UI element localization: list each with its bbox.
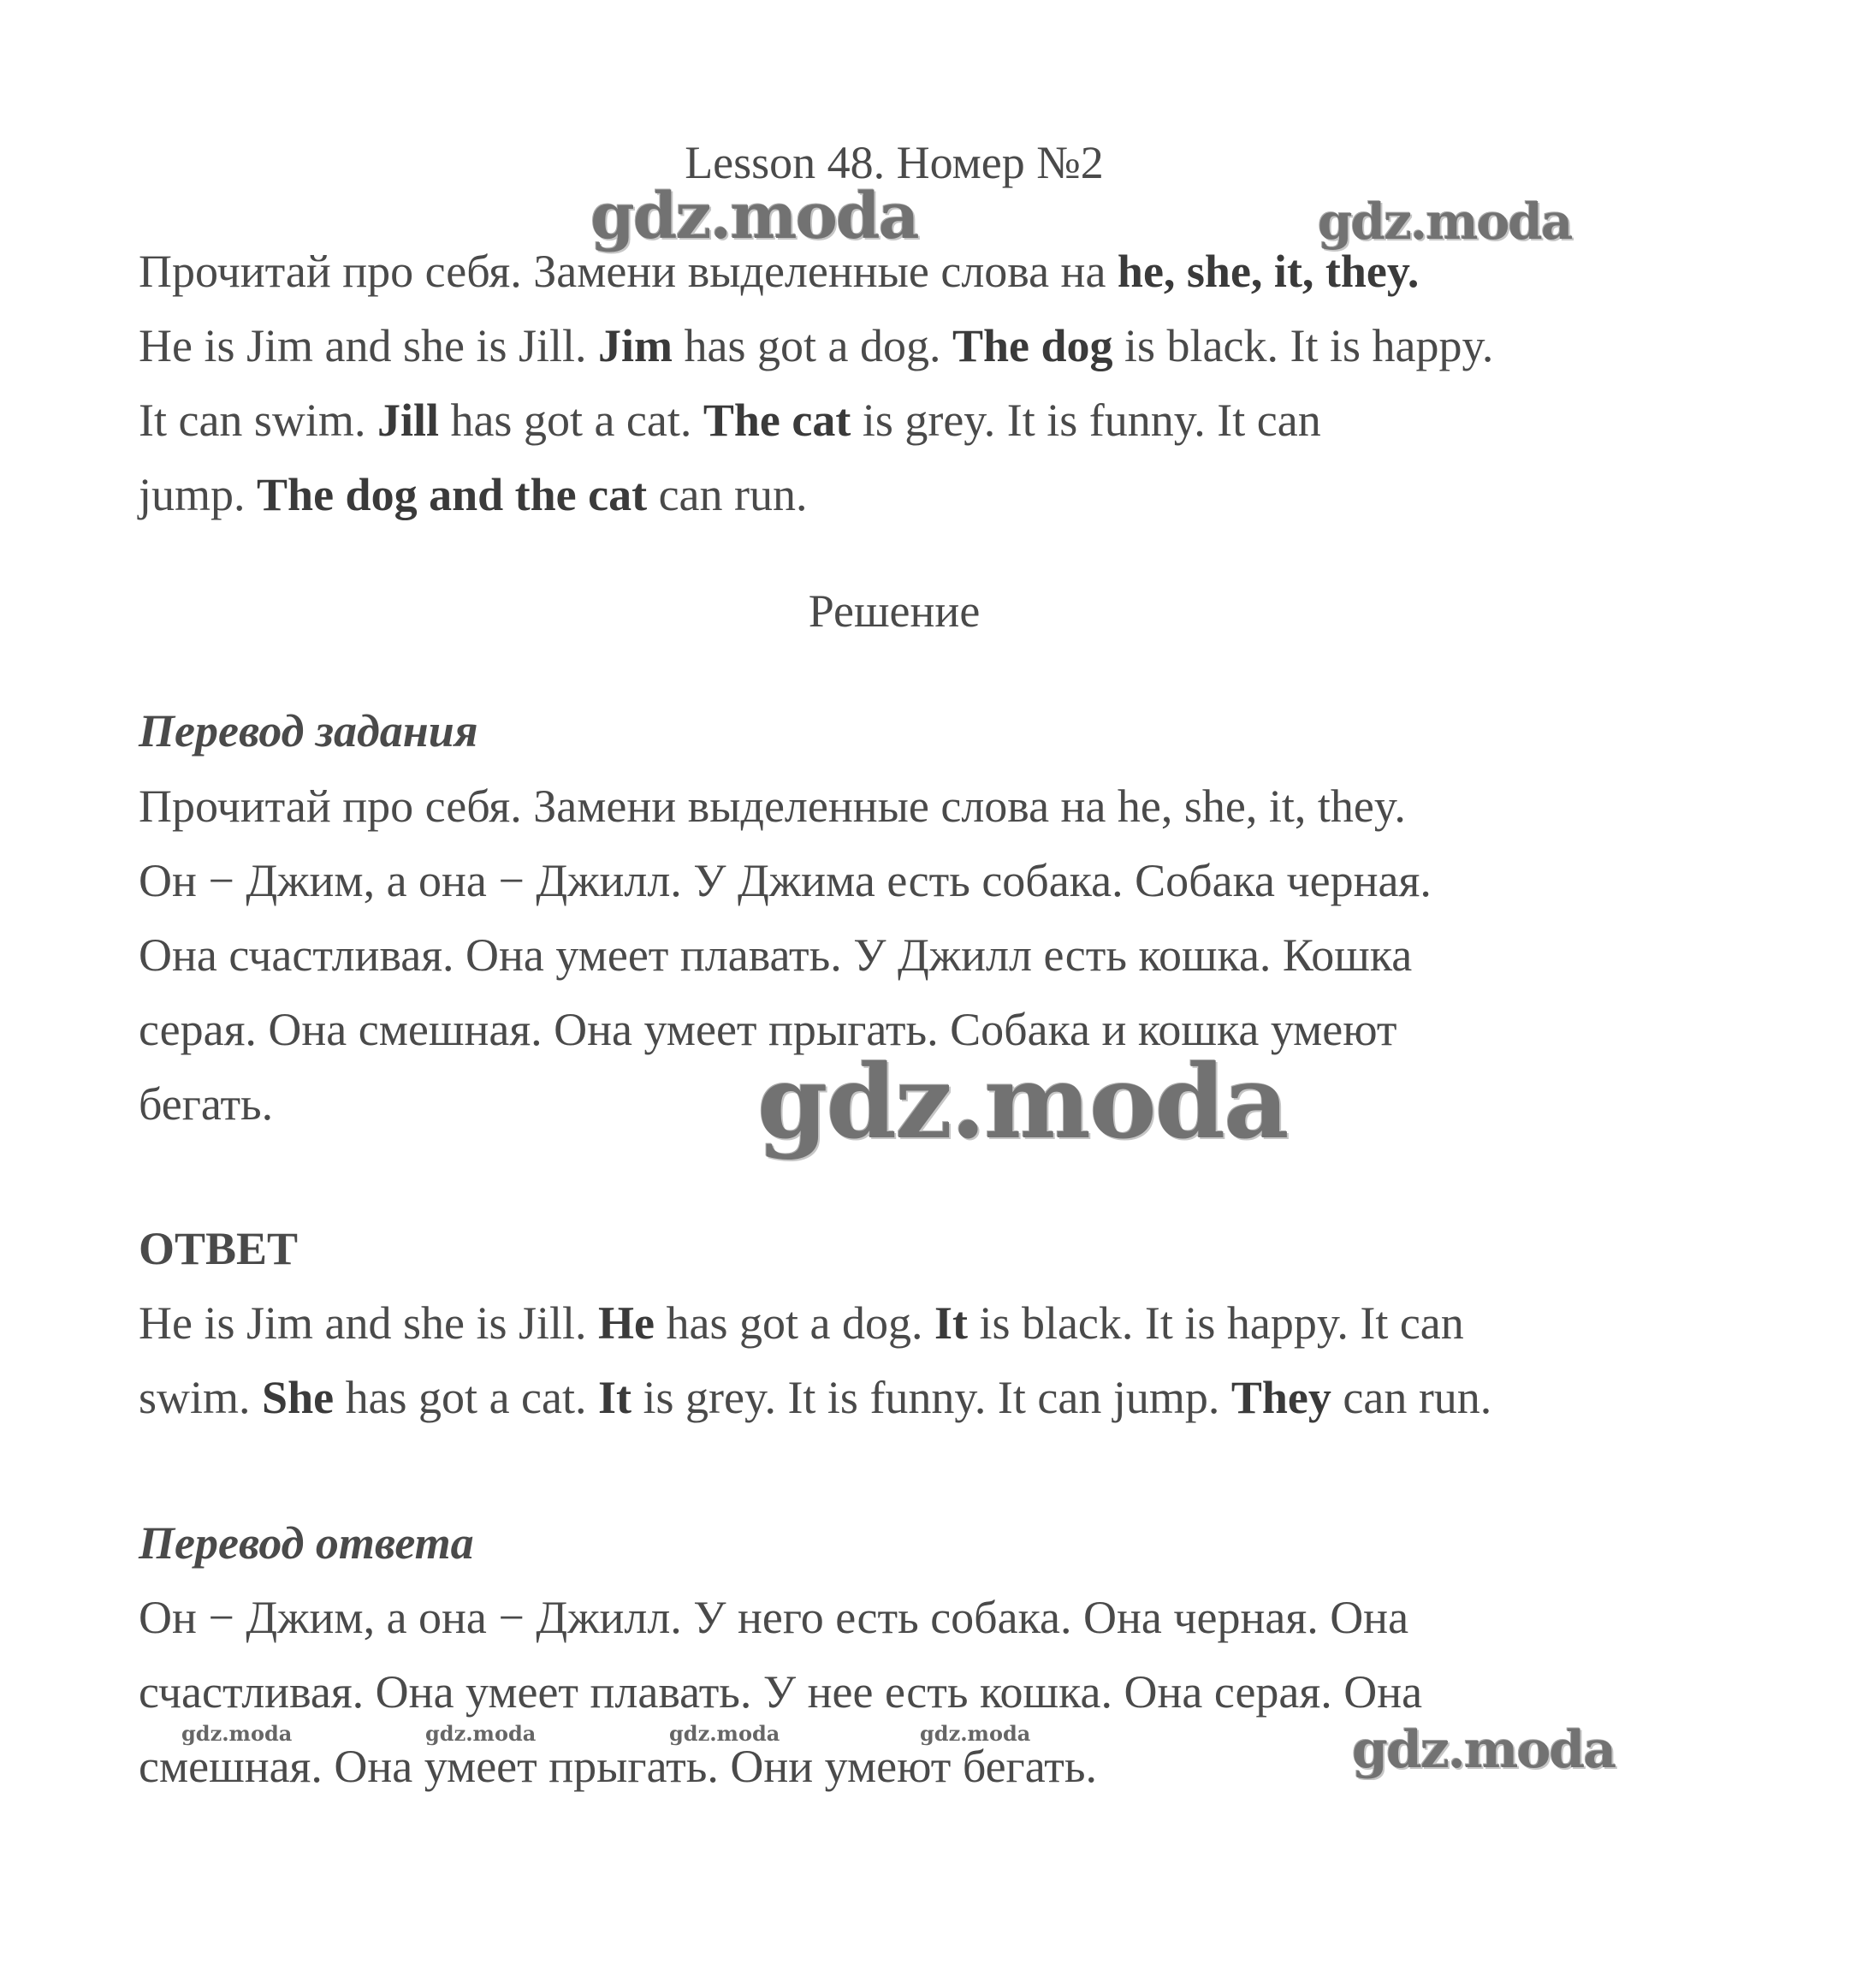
highlighted-word: Jim xyxy=(598,320,673,371)
task-translation-heading: Перевод задания xyxy=(139,705,478,757)
watermark-logo: gdz.moda xyxy=(757,1042,1288,1161)
text-segment: is grey. It is funny. It can jump. xyxy=(631,1372,1231,1423)
answer-translation-line-1: Он − Джим, а она − Джилл. У него есть собака. Она черная. Она xyxy=(139,1592,1409,1643)
answer-line-2 xyxy=(139,1370,1491,1425)
answer-line-1 xyxy=(139,1296,1464,1350)
watermark-small: gdz.moda xyxy=(920,1721,1031,1746)
text-segment: It can swim. xyxy=(139,395,377,446)
highlighted-word: Jill xyxy=(377,395,439,446)
answer-heading: ОТВЕТ xyxy=(139,1223,299,1274)
text-segment: He is Jim and she is Jill. xyxy=(139,1297,598,1349)
task-translation-line-3: Она счастливая. Она умеет плавать. У Джилл есть кошка. Кошка xyxy=(139,929,1413,981)
text-segment: swim. xyxy=(139,1372,263,1423)
answer-translation-line-2: счастливая. Она умеет плавать. У нее есть кошка. Она серая. Она xyxy=(139,1666,1423,1718)
text-segment: He is Jim and she is Jill. xyxy=(139,320,598,371)
watermark-logo: gdz.moda xyxy=(1352,1720,1616,1780)
task-line-3 xyxy=(139,467,807,522)
text-segment: is grey. It is funny. It can xyxy=(851,395,1321,446)
highlighted-word: He xyxy=(598,1297,655,1349)
answer-translation-line-3: смешная. Она умеет прыгать. Они умеют бегать. xyxy=(139,1741,1097,1792)
task-translation-line-1: Прочитай про себя. Замени выделенные слова на he, she, it, they. xyxy=(139,780,1406,832)
watermark-logo: gdz.moda xyxy=(590,180,918,253)
highlighted-word: She xyxy=(262,1372,335,1423)
text-segment: jump. xyxy=(139,469,258,520)
highlighted-word: The dog xyxy=(952,320,1113,371)
watermark-small: gdz.moda xyxy=(181,1721,293,1746)
watermark-small: gdz.moda xyxy=(425,1721,537,1746)
page-title: Lesson 48. Номер №2 xyxy=(685,137,1104,188)
text-segment: has got a cat. xyxy=(334,1372,598,1423)
text-segment: has got a dog. xyxy=(654,1297,934,1349)
task-instruction-bold: he, she, it, they. xyxy=(1117,246,1420,297)
watermark-logo: gdz.moda xyxy=(1318,193,1572,251)
highlighted-word: The cat xyxy=(703,395,851,446)
task-translation-line-2: Он − Джим, а она − Джилл. У Джима есть собака. Собака черная. xyxy=(139,855,1432,906)
solution-title: Решение xyxy=(808,585,981,637)
highlighted-word: It xyxy=(597,1372,631,1423)
watermark-small: gdz.moda xyxy=(669,1721,780,1746)
text-segment: can run. xyxy=(1331,1372,1492,1423)
task-line-2 xyxy=(139,393,1321,448)
task-translation-line-5: бегать. xyxy=(139,1078,274,1130)
text-segment: has got a cat. xyxy=(438,395,703,446)
answer-translation-heading: Перевод ответа xyxy=(139,1517,474,1569)
text-segment: can run. xyxy=(647,469,808,520)
text-segment: has got a dog. xyxy=(673,320,952,371)
text-segment: is black. It is happy. xyxy=(1112,320,1494,371)
task-translation-line-4: серая. Она смешная. Она умеет прыгать. Собака и кошка умеют xyxy=(139,1004,1397,1055)
highlighted-word: It xyxy=(934,1297,968,1349)
highlighted-word: They xyxy=(1230,1372,1331,1423)
task-line-1 xyxy=(139,318,1493,373)
task-instruction-text: Прочитай про себя. Замени выделенные слова на xyxy=(139,246,1118,297)
text-segment: is black. It is happy. It can xyxy=(967,1297,1464,1349)
highlighted-word: The dog and the cat xyxy=(257,469,648,520)
